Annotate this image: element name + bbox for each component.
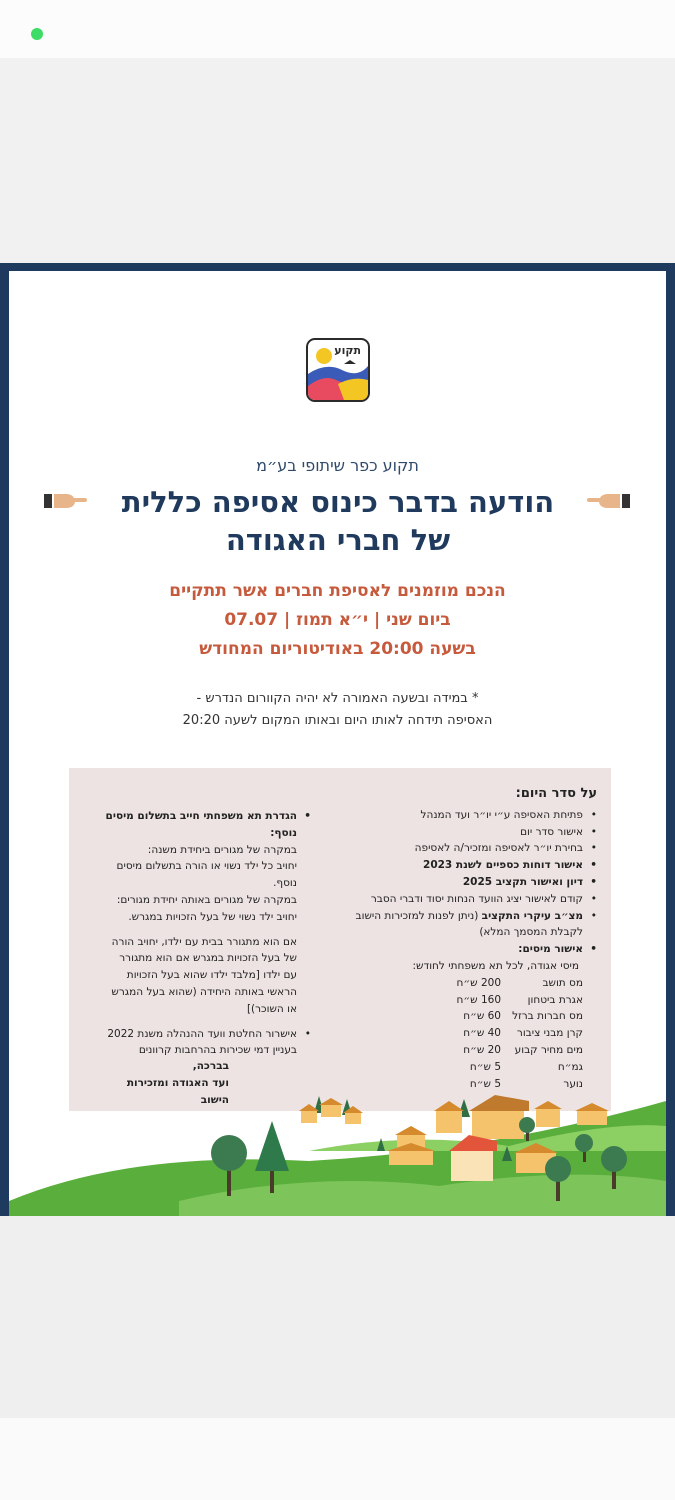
navigation-bar-area [0,1418,675,1500]
quorum-note: * במידה ובשעה האמורה לא יהיה הקוורום הנדרש - [196,691,479,706]
title-line-1: הודעה בדבר כינוס אסיפה כללית [121,485,555,519]
definition-text: במקרה של מגורים ביחידת משנה: [147,843,297,856]
fee-row: נוער 5 ש״ח [469,1077,583,1090]
fee-row: קרן מבני ציבור 40 ש״ח [463,1027,583,1040]
viewer-background-bottom [0,1216,675,1418]
agenda-item: • אישור דוחות כספיים לשנת 2023 [355,857,597,874]
household-definition-title: • הגדרת תא משפחתי חייב בתשלום מיסים נוסף: [105,808,311,842]
household-definition-column [105,808,311,1059]
cooperative-name: תקוע כפר שיתופי בע״מ [256,456,419,475]
status-indicator-dot [31,28,43,40]
announcement-poster[interactable] [0,263,675,1216]
fee-row: אגרת ביטחון 160 ש״ח [456,993,583,1006]
village-logo [306,338,370,402]
agenda-title: על סדר היום: [515,786,597,801]
meeting-date: ביום שני | י״א תמוז | 07.07 [224,610,451,630]
agenda-item: • קודם לאישור יציג הוועד הנחות יסוד ודברי הסבר [355,891,597,908]
agenda-item: • בחירת יו״ר לאסיפה ומזכיר/ה לאסיפה [355,840,597,857]
closing-greeting: בברכה, [192,1060,229,1072]
page-title [103,483,573,559]
agenda-item-rent: • אישרור החלטת וועד ההנהלה משנת 2022 בעניין דמי שכירות בהרחבות קרוונים [105,1026,311,1060]
definition-text: אם הוא מתגורר בבית עם ילדו, יחויב הורה של בעל הזכויות במגרש אם הוא מתגורר עם ילדו [מלבד ילדו שהוא בעל הזכויות הראשי באותה היחידה (שהוא בעל המגרש או השוכר)] [111,935,297,1015]
agenda-item: • פתיחת האסיפה ע״י יו״ר ועד המנהל [355,807,597,824]
fee-row: מים מחיר קבוע 20 ש״ח [463,1043,583,1056]
fee-row: מס תושב 200 ש״ח [456,976,583,989]
definition-text: יחויב כל ילד נשוי או הורה בתשלום מיסים נוסף. [116,860,297,890]
definition-text: יחויב ילד נשוי של בעל הזכויות במגרש. [128,910,297,923]
agenda-item: • דיון ואישור תקציב 2025 [355,874,597,891]
quorum-note-2: האסיפה תידחה לאותו היום ובאותו המקום לשעה 20:20 [182,713,493,728]
title-line-2: של חברי האגודה [225,523,451,557]
invite-text: הנכם מוזמנים לאסיפת חברים אשר תתקיים [169,581,506,601]
fee-row: גמ״ח 5 ש״ח [469,1060,583,1073]
closing-signatory: ועד האגודה ומזכירות הישוב [126,1076,229,1106]
agenda-column [355,786,597,1092]
viewer-background-top [0,58,675,263]
agenda-item-budget: • מצ״ב עיקרי התקציב (ניתן לפנות למזכירות הישוב לקבלת המסמך המלא) [355,908,597,942]
definition-text: במקרה של מגורים באותה יחידת מגורים: [116,893,297,906]
pointing-hand-right-icon [42,489,88,511]
fees-title: • אישור מיסים: [355,941,597,958]
status-bar [0,0,675,58]
fees-subtitle: מיסי אגודה, לכל תא משפחתי לחודש: [412,959,579,972]
poster-content [9,271,666,1216]
agenda-box [69,768,611,1111]
fee-row: מס חברות ברזל 60 ש״ח [463,1010,583,1023]
agenda-item: • אישור סדר יום [355,824,597,841]
pointing-hand-left-icon [586,489,632,511]
village-illustration [9,1091,666,1216]
meeting-time-place: בשעה 20:00 באודיטוריום המחודש [199,639,476,659]
logo-text: תקוע [334,344,361,357]
